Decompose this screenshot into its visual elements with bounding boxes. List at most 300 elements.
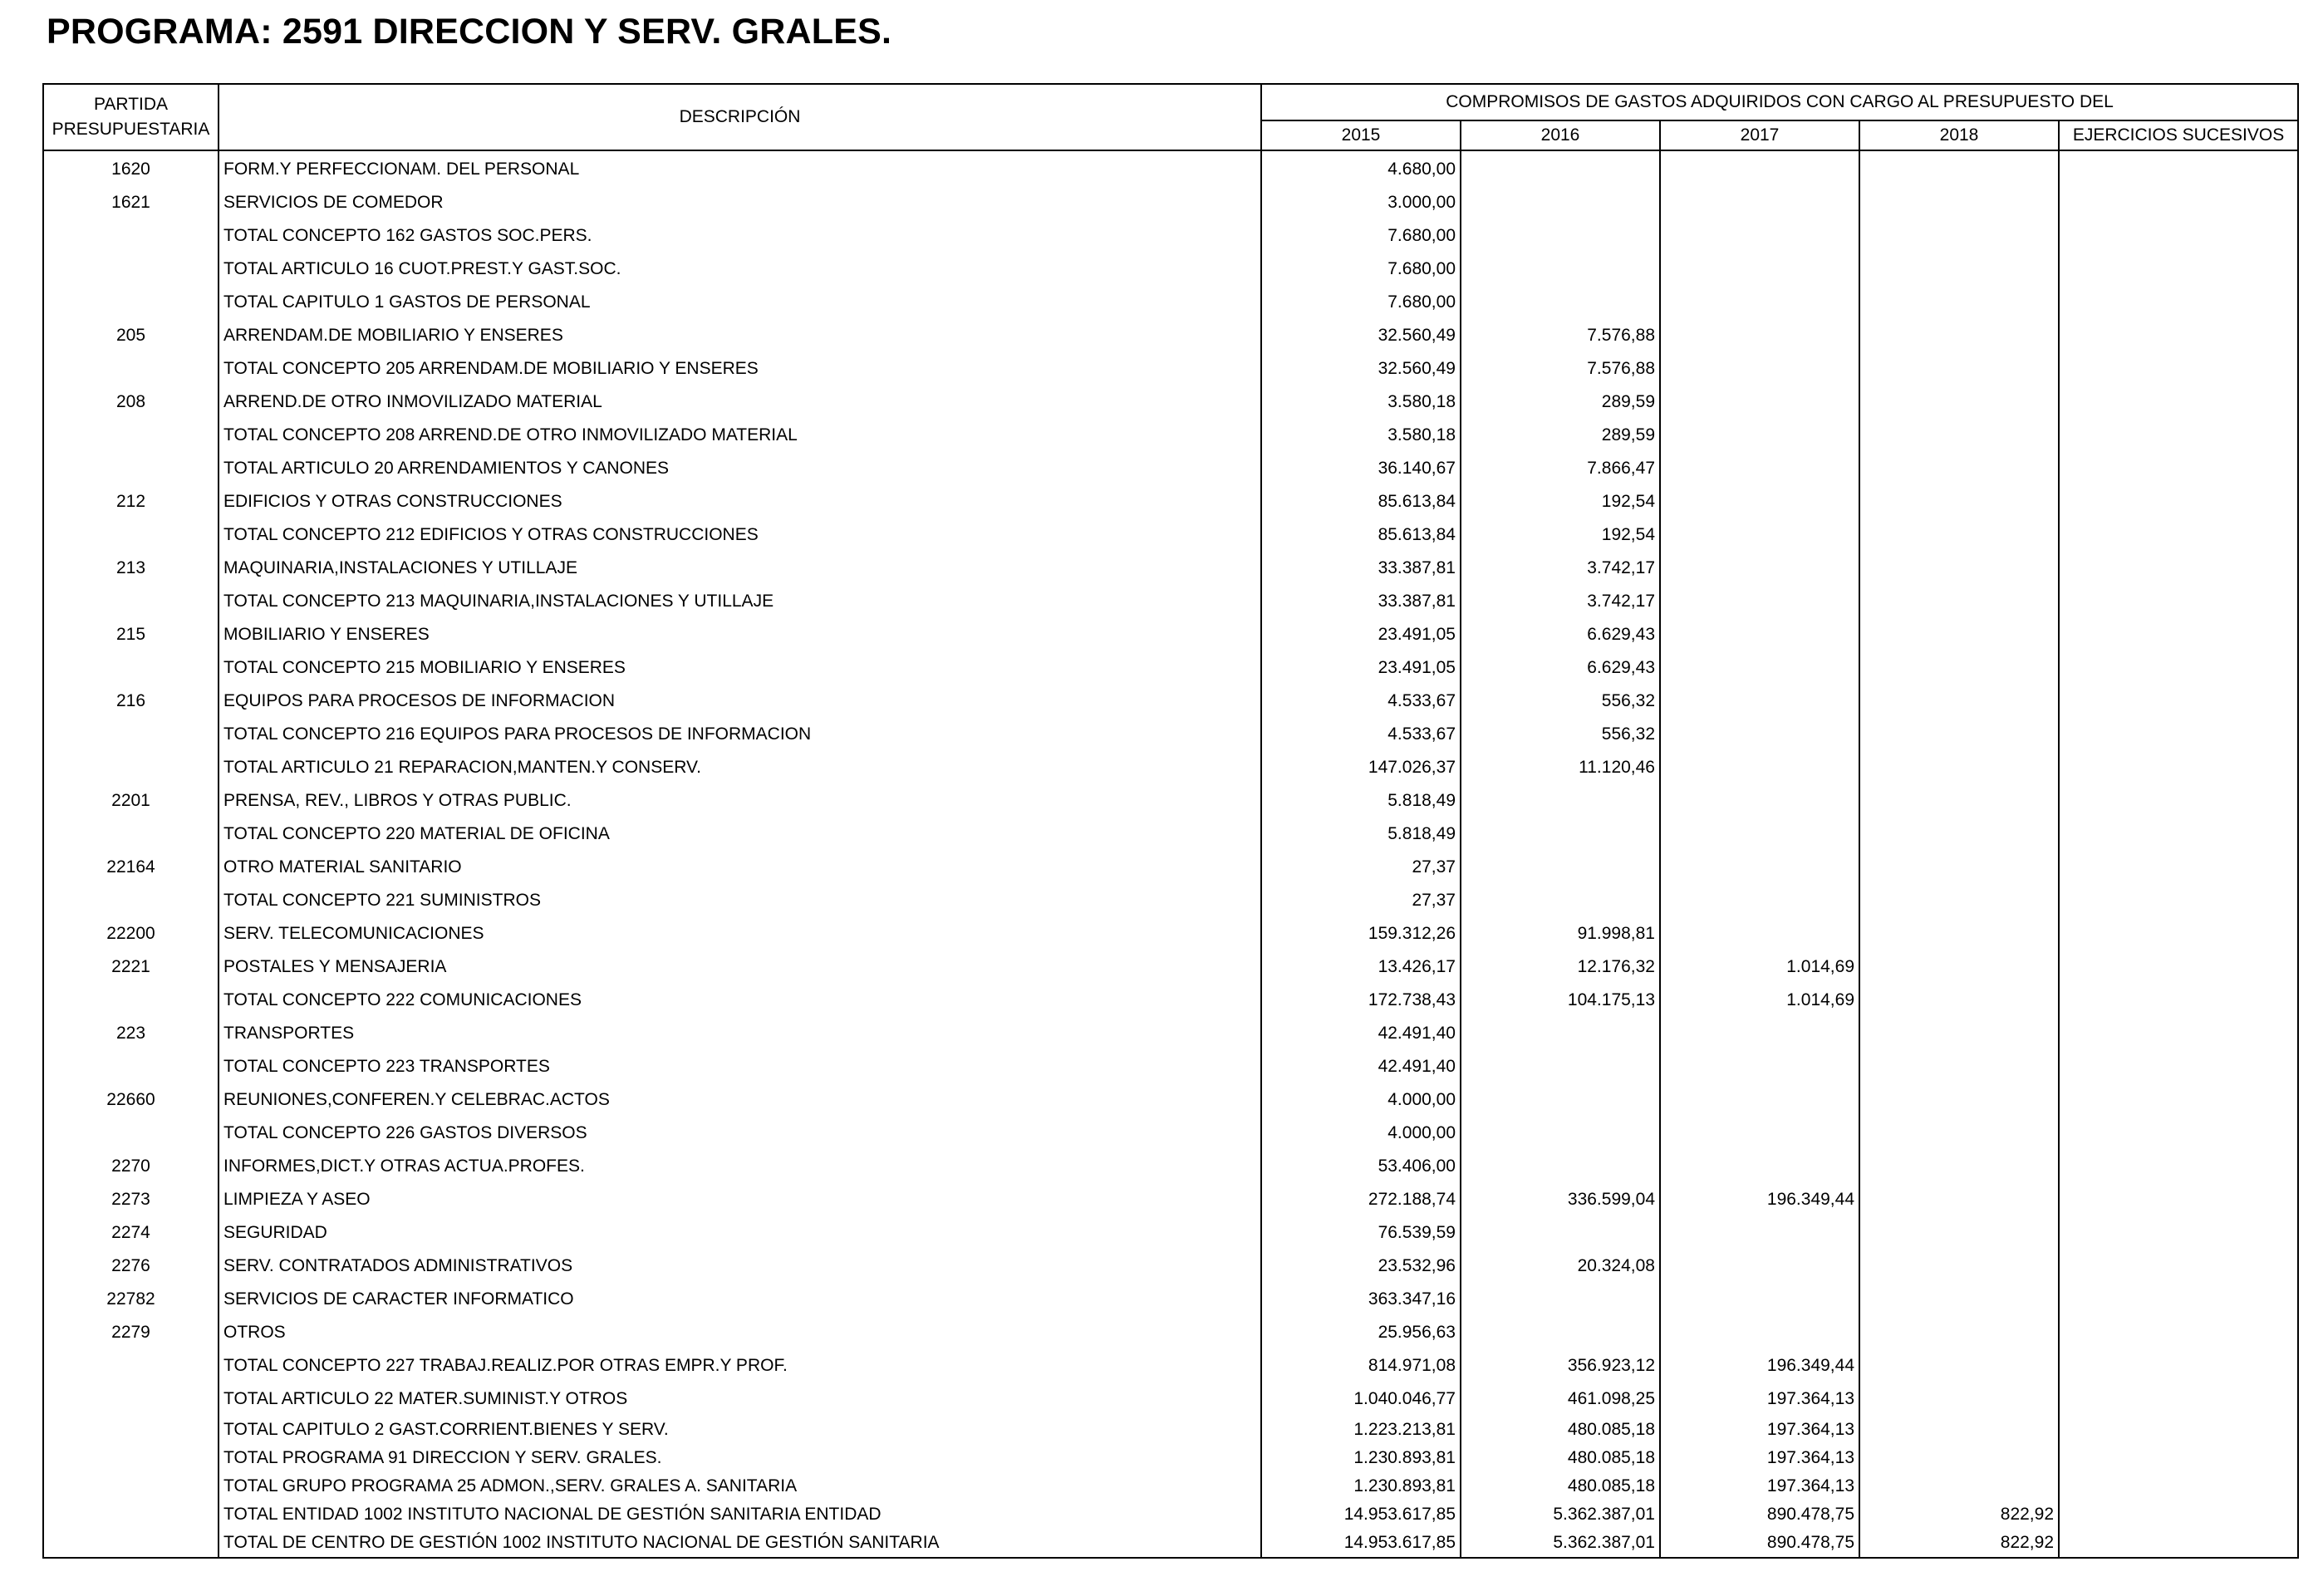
value-2016-cell (1461, 1216, 1660, 1250)
descripcion-cell: SERVICIOS DE COMEDOR (219, 186, 1261, 219)
table-row (43, 452, 2298, 485)
value-sucesivos-cell (2059, 319, 2298, 352)
value-2017-cell (1660, 219, 1859, 253)
value-2016-cell: 461.098,25 (1461, 1382, 1660, 1416)
value-2018-cell (1859, 150, 2059, 186)
partida-cell: 205 (43, 319, 219, 352)
header-partida: PARTIDA PRESUPUESTARIA (43, 84, 219, 150)
value-sucesivos-cell (2059, 1183, 2298, 1216)
value-2015-cell: 1.040.046,77 (1261, 1382, 1461, 1416)
value-2018-cell (1859, 352, 2059, 385)
partida-cell (43, 1500, 219, 1529)
value-2016-cell: 192,54 (1461, 518, 1660, 552)
value-sucesivos-cell (2059, 1382, 2298, 1416)
budget-table (42, 83, 2299, 1559)
descripcion-cell: TOTAL CONCEPTO 222 COMUNICACIONES (219, 984, 1261, 1017)
descripcion-cell: TOTAL ARTICULO 21 REPARACION,MANTEN.Y CONSERV. (219, 751, 1261, 784)
value-sucesivos-cell (2059, 352, 2298, 385)
value-2015-cell: 7.680,00 (1261, 219, 1461, 253)
value-2017-cell (1660, 419, 1859, 452)
value-2018-cell (1859, 1150, 2059, 1183)
partida-cell: 22200 (43, 917, 219, 950)
value-2016-cell: 11.120,46 (1461, 751, 1660, 784)
table-row (43, 751, 2298, 784)
value-2017-cell: 197.364,13 (1660, 1416, 1859, 1444)
value-sucesivos-cell (2059, 1117, 2298, 1150)
value-sucesivos-cell (2059, 651, 2298, 685)
header-year-2017: 2017 (1660, 120, 1859, 150)
value-2016-cell (1461, 219, 1660, 253)
descripcion-cell: INFORMES,DICT.Y OTRAS ACTUA.PROFES. (219, 1150, 1261, 1183)
value-2015-cell: 36.140,67 (1261, 452, 1461, 485)
table-row (43, 385, 2298, 419)
value-2017-cell (1660, 1150, 1859, 1183)
value-2017-cell: 890.478,75 (1660, 1500, 1859, 1529)
value-2015-cell: 159.312,26 (1261, 917, 1461, 950)
descripcion-cell: TOTAL CONCEPTO 220 MATERIAL DE OFICINA (219, 818, 1261, 851)
value-2017-cell (1660, 1250, 1859, 1283)
value-sucesivos-cell (2059, 150, 2298, 186)
table-row (43, 1349, 2298, 1382)
value-2018-cell (1859, 884, 2059, 917)
partida-cell: 216 (43, 685, 219, 718)
value-2016-cell (1461, 851, 1660, 884)
value-2016-cell: 6.629,43 (1461, 618, 1660, 651)
value-2016-cell: 289,59 (1461, 385, 1660, 419)
value-2016-cell: 5.362.387,01 (1461, 1500, 1660, 1529)
value-2016-cell: 6.629,43 (1461, 651, 1660, 685)
descripcion-cell: TOTAL CONCEPTO 223 TRANSPORTES (219, 1050, 1261, 1083)
value-2018-cell (1859, 685, 2059, 718)
value-sucesivos-cell (2059, 618, 2298, 651)
value-2017-cell (1660, 1316, 1859, 1349)
table-row (43, 718, 2298, 751)
table-row (43, 984, 2298, 1017)
value-2018-cell (1859, 1283, 2059, 1316)
descripcion-cell: MOBILIARIO Y ENSERES (219, 618, 1261, 651)
value-2017-cell (1660, 352, 1859, 385)
value-2016-cell: 192,54 (1461, 485, 1660, 518)
value-sucesivos-cell (2059, 1150, 2298, 1183)
value-2018-cell (1859, 1444, 2059, 1472)
value-2017-cell (1660, 518, 1859, 552)
value-2015-cell: 4.533,67 (1261, 685, 1461, 718)
value-2017-cell (1660, 651, 1859, 685)
descripcion-cell: FORM.Y PERFECCIONAM. DEL PERSONAL (219, 150, 1261, 186)
header-year-2018: 2018 (1859, 120, 2059, 150)
table-row (43, 1316, 2298, 1349)
partida-cell (43, 818, 219, 851)
descripcion-cell: TOTAL CONCEPTO 212 EDIFICIOS Y OTRAS CONSTRUCCIONES (219, 518, 1261, 552)
value-2018-cell (1859, 1250, 2059, 1283)
value-2017-cell (1660, 385, 1859, 419)
value-2018-cell: 822,92 (1859, 1529, 2059, 1558)
descripcion-cell: TOTAL PROGRAMA 91 DIRECCION Y SERV. GRALES. (219, 1444, 1261, 1472)
table-row (43, 1183, 2298, 1216)
table-row (43, 150, 2298, 186)
value-2015-cell: 13.426,17 (1261, 950, 1461, 984)
partida-cell (43, 419, 219, 452)
partida-cell (43, 352, 219, 385)
value-2018-cell (1859, 1117, 2059, 1150)
table-row (43, 685, 2298, 718)
descripcion-cell: TOTAL ARTICULO 16 CUOT.PREST.Y GAST.SOC. (219, 253, 1261, 286)
value-2017-cell (1660, 784, 1859, 818)
partida-cell (43, 984, 219, 1017)
value-2018-cell (1859, 751, 2059, 784)
value-2016-cell: 20.324,08 (1461, 1250, 1660, 1283)
descripcion-cell: TOTAL CONCEPTO 205 ARRENDAM.DE MOBILIARIO Y ENSERES (219, 352, 1261, 385)
table-row (43, 651, 2298, 685)
value-2018-cell (1859, 518, 2059, 552)
value-2016-cell: 480.085,18 (1461, 1472, 1660, 1500)
value-2015-cell: 5.818,49 (1261, 784, 1461, 818)
value-2015-cell: 1.230.893,81 (1261, 1472, 1461, 1500)
value-2016-cell (1461, 1150, 1660, 1183)
value-2016-cell: 336.599,04 (1461, 1183, 1660, 1216)
value-2016-cell: 104.175,13 (1461, 984, 1660, 1017)
partida-cell (43, 651, 219, 685)
descripcion-cell: MAQUINARIA,INSTALACIONES Y UTILLAJE (219, 552, 1261, 585)
descripcion-cell: TRANSPORTES (219, 1017, 1261, 1050)
partida-cell (43, 1050, 219, 1083)
table-row (43, 1017, 2298, 1050)
value-2016-cell: 289,59 (1461, 419, 1660, 452)
value-2017-cell: 890.478,75 (1660, 1529, 1859, 1558)
value-2017-cell (1660, 452, 1859, 485)
partida-cell (43, 751, 219, 784)
value-sucesivos-cell (2059, 1283, 2298, 1316)
table-row (43, 818, 2298, 851)
table-row (43, 585, 2298, 618)
partida-cell (43, 1472, 219, 1500)
partida-cell: 212 (43, 485, 219, 518)
value-2017-cell (1660, 618, 1859, 651)
value-2015-cell: 32.560,49 (1261, 352, 1461, 385)
table-row (43, 1216, 2298, 1250)
value-2018-cell (1859, 585, 2059, 618)
value-2016-cell (1461, 286, 1660, 319)
value-2017-cell (1660, 286, 1859, 319)
value-2015-cell: 7.680,00 (1261, 253, 1461, 286)
partida-cell (43, 219, 219, 253)
value-2015-cell: 76.539,59 (1261, 1216, 1461, 1250)
value-2015-cell: 23.491,05 (1261, 618, 1461, 651)
value-2018-cell (1859, 452, 2059, 485)
value-2015-cell: 32.560,49 (1261, 319, 1461, 352)
descripcion-cell: SEGURIDAD (219, 1216, 1261, 1250)
value-2018-cell (1859, 419, 2059, 452)
table-row (43, 851, 2298, 884)
value-2018-cell (1859, 1050, 2059, 1083)
value-sucesivos-cell (2059, 1472, 2298, 1500)
table-row (43, 1117, 2298, 1150)
value-2016-cell: 556,32 (1461, 718, 1660, 751)
partida-cell: 1620 (43, 150, 219, 186)
value-2017-cell (1660, 150, 1859, 186)
value-2018-cell (1859, 651, 2059, 685)
value-sucesivos-cell (2059, 1250, 2298, 1283)
value-2018-cell: 822,92 (1859, 1500, 2059, 1529)
descripcion-cell: TOTAL ENTIDAD 1002 INSTITUTO NACIONAL DE GESTIÓN SANITARIA ENTIDAD (219, 1500, 1261, 1529)
value-2016-cell (1461, 884, 1660, 917)
table-row (43, 950, 2298, 984)
descripcion-cell: TOTAL CAPITULO 2 GAST.CORRIENT.BIENES Y SERV. (219, 1416, 1261, 1444)
value-2015-cell: 27,37 (1261, 851, 1461, 884)
descripcion-cell: TOTAL DE CENTRO DE GESTIÓN 1002 INSTITUTO NACIONAL DE GESTIÓN SANITARIA (219, 1529, 1261, 1558)
value-2018-cell (1859, 1349, 2059, 1382)
value-2015-cell: 5.818,49 (1261, 818, 1461, 851)
partida-cell (43, 1382, 219, 1416)
value-2017-cell (1660, 186, 1859, 219)
value-sucesivos-cell (2059, 286, 2298, 319)
value-sucesivos-cell (2059, 1416, 2298, 1444)
value-2018-cell (1859, 1017, 2059, 1050)
page-title: PROGRAMA: 2591 DIRECCION Y SERV. GRALES. (47, 12, 892, 52)
value-sucesivos-cell (2059, 818, 2298, 851)
partida-cell (43, 253, 219, 286)
descripcion-cell: TOTAL ARTICULO 20 ARRENDAMIENTOS Y CANONES (219, 452, 1261, 485)
header-compromisos: COMPROMISOS DE GASTOS ADQUIRIDOS CON CARGO AL PRESUPUESTO DEL (1261, 84, 2298, 120)
value-2016-cell: 480.085,18 (1461, 1444, 1660, 1472)
partida-cell: 223 (43, 1017, 219, 1050)
value-2018-cell (1859, 385, 2059, 419)
value-2016-cell (1461, 1017, 1660, 1050)
table-row (43, 219, 2298, 253)
partida-cell: 22660 (43, 1083, 219, 1117)
partida-cell (43, 1349, 219, 1382)
value-2016-cell: 3.742,17 (1461, 585, 1660, 618)
value-2017-cell: 196.349,44 (1660, 1349, 1859, 1382)
value-sucesivos-cell (2059, 585, 2298, 618)
value-2018-cell (1859, 718, 2059, 751)
value-2017-cell (1660, 319, 1859, 352)
descripcion-cell: TOTAL ARTICULO 22 MATER.SUMINIST.Y OTROS (219, 1382, 1261, 1416)
value-2018-cell (1859, 851, 2059, 884)
partida-cell: 213 (43, 552, 219, 585)
descripcion-cell: TOTAL GRUPO PROGRAMA 25 ADMON.,SERV. GRALES A. SANITARIA (219, 1472, 1261, 1500)
partida-cell: 2274 (43, 1216, 219, 1250)
table-row (43, 784, 2298, 818)
header-year-2016: 2016 (1461, 120, 1660, 150)
value-2015-cell: 25.956,63 (1261, 1316, 1461, 1349)
value-sucesivos-cell (2059, 950, 2298, 984)
value-2018-cell (1859, 784, 2059, 818)
table-row (43, 1472, 2298, 1500)
table-row (43, 1050, 2298, 1083)
partida-cell: 2279 (43, 1316, 219, 1349)
value-2015-cell: 53.406,00 (1261, 1150, 1461, 1183)
value-2015-cell: 23.491,05 (1261, 651, 1461, 685)
descripcion-cell: REUNIONES,CONFEREN.Y CELEBRAC.ACTOS (219, 1083, 1261, 1117)
partida-cell: 1621 (43, 186, 219, 219)
value-2016-cell: 480.085,18 (1461, 1416, 1660, 1444)
value-2017-cell (1660, 253, 1859, 286)
value-2016-cell: 7.576,88 (1461, 352, 1660, 385)
value-2017-cell (1660, 917, 1859, 950)
partida-cell: 2273 (43, 1183, 219, 1216)
value-2016-cell (1461, 818, 1660, 851)
value-2016-cell (1461, 784, 1660, 818)
value-2018-cell (1859, 950, 2059, 984)
value-2017-cell (1660, 1017, 1859, 1050)
value-2018-cell (1859, 552, 2059, 585)
value-2015-cell: 4.000,00 (1261, 1083, 1461, 1117)
partida-cell: 22164 (43, 851, 219, 884)
descripcion-cell: EDIFICIOS Y OTRAS CONSTRUCCIONES (219, 485, 1261, 518)
partida-cell (43, 1529, 219, 1558)
value-2015-cell: 4.000,00 (1261, 1117, 1461, 1150)
value-2017-cell: 197.364,13 (1660, 1382, 1859, 1416)
table-row (43, 286, 2298, 319)
partida-cell (43, 585, 219, 618)
value-2017-cell (1660, 818, 1859, 851)
value-2015-cell: 42.491,40 (1261, 1017, 1461, 1050)
value-2015-cell: 27,37 (1261, 884, 1461, 917)
table-row (43, 1150, 2298, 1183)
value-2015-cell: 147.026,37 (1261, 751, 1461, 784)
value-2018-cell (1859, 186, 2059, 219)
descripcion-cell: SERV. CONTRATADOS ADMINISTRATIVOS (219, 1250, 1261, 1283)
partida-cell: 208 (43, 385, 219, 419)
value-sucesivos-cell (2059, 1050, 2298, 1083)
table-row (43, 352, 2298, 385)
value-2018-cell (1859, 1472, 2059, 1500)
descripcion-cell: EQUIPOS PARA PROCESOS DE INFORMACION (219, 685, 1261, 718)
value-2015-cell: 1.230.893,81 (1261, 1444, 1461, 1472)
value-2016-cell: 5.362.387,01 (1461, 1529, 1660, 1558)
value-2017-cell: 1.014,69 (1660, 984, 1859, 1017)
descripcion-cell: SERVICIOS DE CARACTER INFORMATICO (219, 1283, 1261, 1316)
value-2016-cell (1461, 150, 1660, 186)
value-sucesivos-cell (2059, 1083, 2298, 1117)
value-sucesivos-cell (2059, 1216, 2298, 1250)
value-2018-cell (1859, 618, 2059, 651)
descripcion-cell: TOTAL CONCEPTO 221 SUMINISTROS (219, 884, 1261, 917)
value-2015-cell: 363.347,16 (1261, 1283, 1461, 1316)
value-2016-cell: 556,32 (1461, 685, 1660, 718)
table-row (43, 884, 2298, 917)
table-row (43, 618, 2298, 651)
value-2017-cell: 196.349,44 (1660, 1183, 1859, 1216)
value-2017-cell (1660, 1050, 1859, 1083)
value-2018-cell (1859, 1416, 2059, 1444)
value-2017-cell (1660, 884, 1859, 917)
value-2015-cell: 33.387,81 (1261, 552, 1461, 585)
partida-cell (43, 286, 219, 319)
partida-cell: 2201 (43, 784, 219, 818)
value-sucesivos-cell (2059, 552, 2298, 585)
table-row (43, 1416, 2298, 1444)
table-row (43, 1444, 2298, 1472)
value-2018-cell (1859, 1382, 2059, 1416)
value-2017-cell (1660, 552, 1859, 585)
table-row (43, 518, 2298, 552)
value-2015-cell: 7.680,00 (1261, 286, 1461, 319)
value-2016-cell (1461, 253, 1660, 286)
partida-cell: 22782 (43, 1283, 219, 1316)
value-2017-cell (1660, 1283, 1859, 1316)
value-2015-cell: 23.532,96 (1261, 1250, 1461, 1283)
value-2018-cell (1859, 253, 2059, 286)
partida-cell (43, 1416, 219, 1444)
value-2015-cell: 3.000,00 (1261, 186, 1461, 219)
value-sucesivos-cell (2059, 1444, 2298, 1472)
descripcion-cell: ARRENDAM.DE MOBILIARIO Y ENSERES (219, 319, 1261, 352)
value-2017-cell (1660, 751, 1859, 784)
value-2017-cell (1660, 585, 1859, 618)
value-sucesivos-cell (2059, 1500, 2298, 1529)
value-sucesivos-cell (2059, 219, 2298, 253)
table-row (43, 1250, 2298, 1283)
value-2017-cell (1660, 485, 1859, 518)
value-2018-cell (1859, 984, 2059, 1017)
value-sucesivos-cell (2059, 718, 2298, 751)
table-row (43, 1382, 2298, 1416)
value-2017-cell (1660, 1083, 1859, 1117)
partida-cell (43, 1444, 219, 1472)
descripcion-cell: TOTAL CONCEPTO 216 EQUIPOS PARA PROCESOS DE INFORMACION (219, 718, 1261, 751)
partida-cell (43, 1117, 219, 1150)
value-sucesivos-cell (2059, 751, 2298, 784)
value-2015-cell: 814.971,08 (1261, 1349, 1461, 1382)
value-sucesivos-cell (2059, 1316, 2298, 1349)
value-2017-cell: 197.364,13 (1660, 1444, 1859, 1472)
value-2016-cell (1461, 186, 1660, 219)
descripcion-cell: TOTAL CONCEPTO 215 MOBILIARIO Y ENSERES (219, 651, 1261, 685)
value-2016-cell: 91.998,81 (1461, 917, 1660, 950)
value-2015-cell: 4.680,00 (1261, 150, 1461, 186)
value-sucesivos-cell (2059, 452, 2298, 485)
value-2016-cell: 7.576,88 (1461, 319, 1660, 352)
partida-cell: 2221 (43, 950, 219, 984)
value-sucesivos-cell (2059, 1529, 2298, 1558)
partida-cell (43, 518, 219, 552)
value-sucesivos-cell (2059, 419, 2298, 452)
value-sucesivos-cell (2059, 186, 2298, 219)
partida-cell (43, 452, 219, 485)
value-2017-cell: 197.364,13 (1660, 1472, 1859, 1500)
value-2016-cell (1461, 1083, 1660, 1117)
value-2016-cell: 12.176,32 (1461, 950, 1660, 984)
value-2018-cell (1859, 286, 2059, 319)
descripcion-cell: OTRO MATERIAL SANITARIO (219, 851, 1261, 884)
value-2016-cell (1461, 1117, 1660, 1150)
table-row (43, 485, 2298, 518)
descripcion-cell: POSTALES Y MENSAJERIA (219, 950, 1261, 984)
value-2015-cell: 85.613,84 (1261, 518, 1461, 552)
value-2016-cell (1461, 1050, 1660, 1083)
value-sucesivos-cell (2059, 485, 2298, 518)
partida-cell (43, 884, 219, 917)
table-row (43, 1083, 2298, 1117)
table-row (43, 1500, 2298, 1529)
descripcion-cell: TOTAL CONCEPTO 162 GASTOS SOC.PERS. (219, 219, 1261, 253)
value-sucesivos-cell (2059, 884, 2298, 917)
value-2017-cell (1660, 1216, 1859, 1250)
value-sucesivos-cell (2059, 685, 2298, 718)
table-row (43, 552, 2298, 585)
value-2015-cell: 3.580,18 (1261, 385, 1461, 419)
value-2018-cell (1859, 1316, 2059, 1349)
value-sucesivos-cell (2059, 784, 2298, 818)
value-2018-cell (1859, 219, 2059, 253)
descripcion-cell: TOTAL CONCEPTO 226 GASTOS DIVERSOS (219, 1117, 1261, 1150)
value-2016-cell (1461, 1283, 1660, 1316)
value-2016-cell: 3.742,17 (1461, 552, 1660, 585)
value-2016-cell: 356.923,12 (1461, 1349, 1660, 1382)
value-2018-cell (1859, 1083, 2059, 1117)
